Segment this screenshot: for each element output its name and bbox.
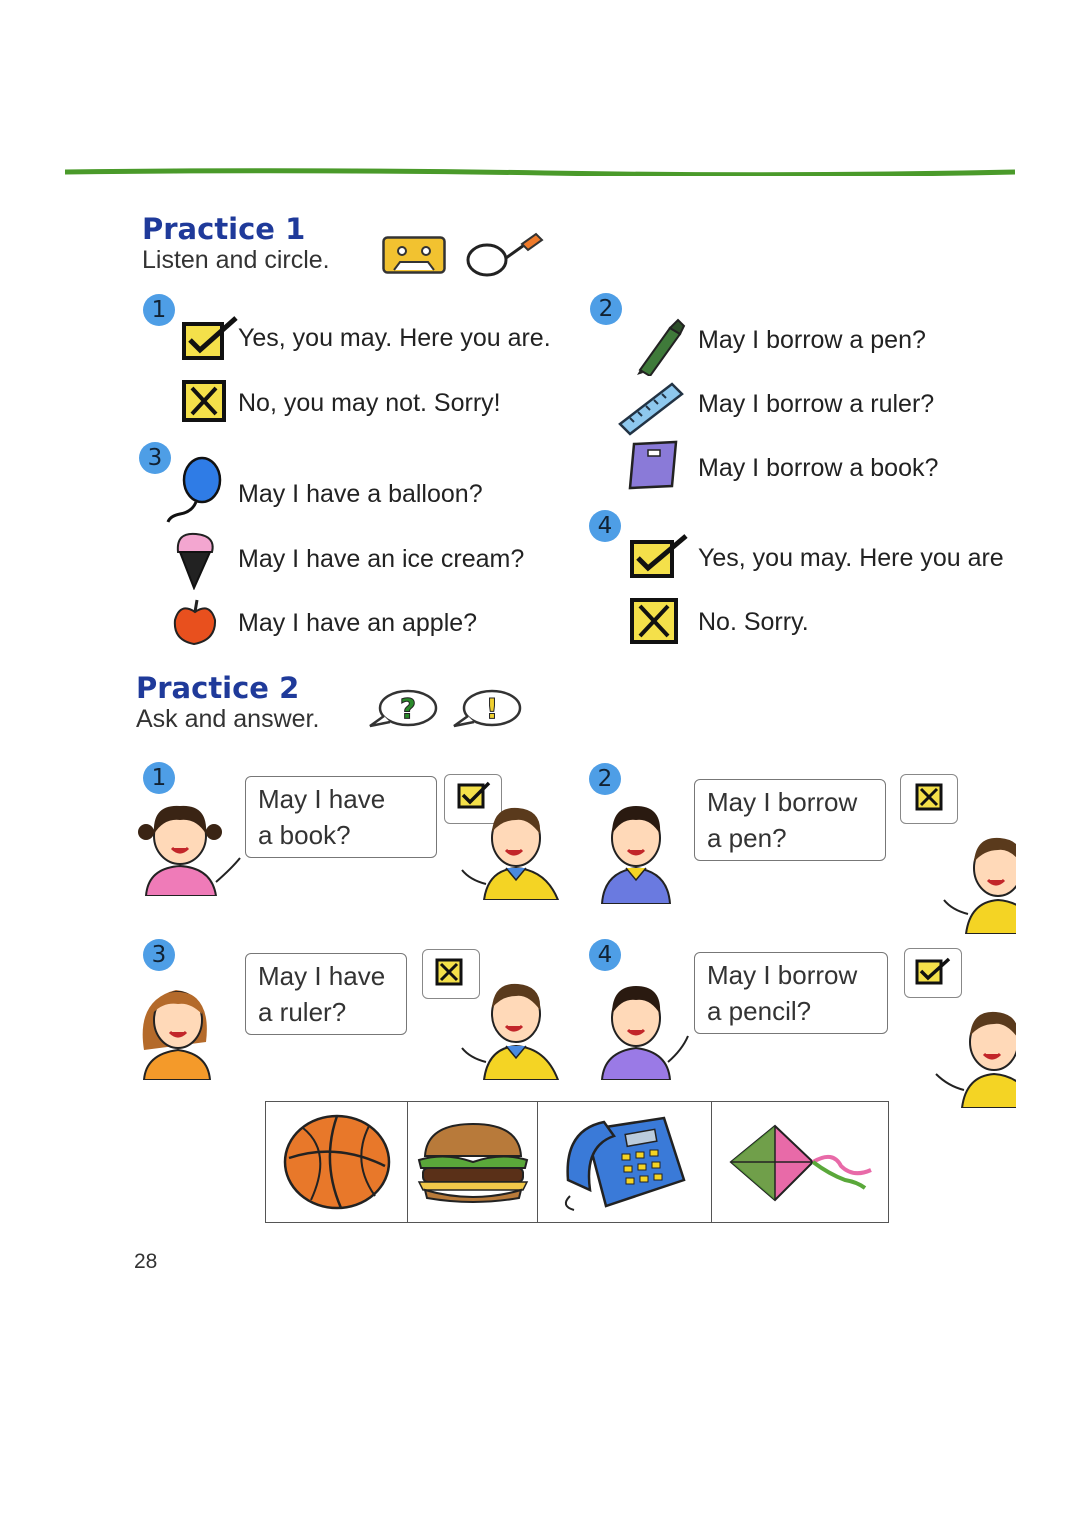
pen-icon — [634, 318, 686, 376]
q3-option-ice-cream[interactable]: May I have an ice cream? — [238, 545, 525, 573]
dialogue4-answer-box — [904, 948, 962, 998]
dialogue1-badge: 1 — [143, 762, 175, 794]
balloon-icon — [166, 456, 226, 524]
question2-badge: 2 — [590, 293, 622, 325]
boy-speaker-icon — [596, 980, 692, 1080]
ice-cream-icon — [172, 530, 218, 590]
book-icon — [626, 440, 680, 490]
dialogue2-line1: May I borrow — [707, 787, 858, 817]
exclamation-bubble-icon — [452, 688, 524, 732]
picture-cell-hamburger[interactable] — [408, 1102, 538, 1222]
q3-option-balloon[interactable]: May I have a balloon? — [238, 480, 483, 508]
dialogue1-line1: May I have — [258, 784, 386, 814]
dialogue1-line2: a book? — [258, 820, 351, 850]
ruler-icon — [616, 380, 686, 436]
check-box-icon — [630, 534, 690, 580]
hamburger-icon — [415, 1120, 531, 1204]
basketball-icon — [281, 1112, 393, 1212]
picture-strip — [265, 1101, 889, 1223]
dialogue3-line2: a ruler? — [258, 997, 347, 1027]
q4-option-no[interactable]: No. Sorry. — [698, 608, 809, 636]
dialogue4-question-bubble — [694, 952, 888, 1034]
question4-badge: 4 — [589, 510, 621, 542]
practice1-title: Practice 1 — [142, 212, 306, 246]
circle-pencil-icon — [466, 228, 546, 280]
cross-box-icon — [630, 598, 678, 644]
telephone-icon — [560, 1110, 690, 1214]
dialogue3-line1: May I have — [258, 961, 386, 991]
boy-responder-icon — [458, 976, 562, 1080]
q3-option-apple[interactable]: May I have an apple? — [238, 609, 478, 637]
cross-box-icon — [182, 380, 226, 422]
boy-responder-icon — [930, 1004, 1016, 1108]
svg-text:!: ! — [485, 692, 499, 725]
q2-option-ruler[interactable]: May I borrow a ruler? — [698, 390, 935, 418]
dialogue4-line1: May I borrow — [707, 960, 858, 990]
question3-badge: 3 — [139, 442, 171, 474]
question1-badge: 1 — [143, 294, 175, 326]
cassette-icon — [382, 236, 446, 274]
q1-option-no[interactable]: No, you may not. Sorry! — [238, 389, 501, 417]
boy-responder-icon — [940, 830, 1016, 934]
girl-speaker-icon — [136, 798, 246, 896]
page-number: 28 — [134, 1250, 158, 1273]
dialogue3-question-bubble — [245, 953, 407, 1035]
picture-cell-kite[interactable] — [712, 1102, 888, 1222]
picture-cell-telephone[interactable] — [538, 1102, 712, 1222]
dialogue2-line2: a pen? — [707, 823, 787, 853]
q4-option-yes[interactable]: Yes, you may. Here you are — [698, 544, 1004, 572]
dialogue2-answer-box — [900, 774, 958, 824]
dialogue2-badge: 2 — [589, 763, 621, 795]
dialogue4-badge: 4 — [589, 939, 621, 971]
dialogue1-question-bubble — [245, 776, 437, 858]
dialogue2-question-bubble — [694, 779, 886, 861]
dialogue3-badge: 3 — [143, 939, 175, 971]
cross-mark-icon — [901, 775, 957, 823]
practice1-subtitle: Listen and circle. — [142, 246, 330, 274]
check-box-icon — [182, 316, 240, 362]
boy-speaker-icon — [596, 800, 692, 904]
top-divider-line — [65, 168, 1015, 176]
picture-cell-basketball[interactable] — [266, 1102, 408, 1222]
q2-option-book[interactable]: May I borrow a book? — [698, 454, 939, 482]
kite-icon — [725, 1120, 875, 1204]
dialogue4-line2: a pencil? — [707, 996, 812, 1026]
boy-responder-icon — [458, 800, 562, 900]
check-mark-icon — [905, 949, 961, 997]
q2-option-pen[interactable]: May I borrow a pen? — [698, 326, 926, 354]
question-bubble-icon — [368, 688, 440, 732]
q1-option-yes[interactable]: Yes, you may. Here you are. — [238, 324, 551, 352]
girl-speaker-icon — [136, 980, 216, 1080]
practice2-subtitle: Ask and answer. — [136, 705, 320, 733]
practice2-title: Practice 2 — [136, 671, 300, 705]
svg-text:?: ? — [399, 692, 417, 725]
apple-icon — [172, 598, 218, 646]
